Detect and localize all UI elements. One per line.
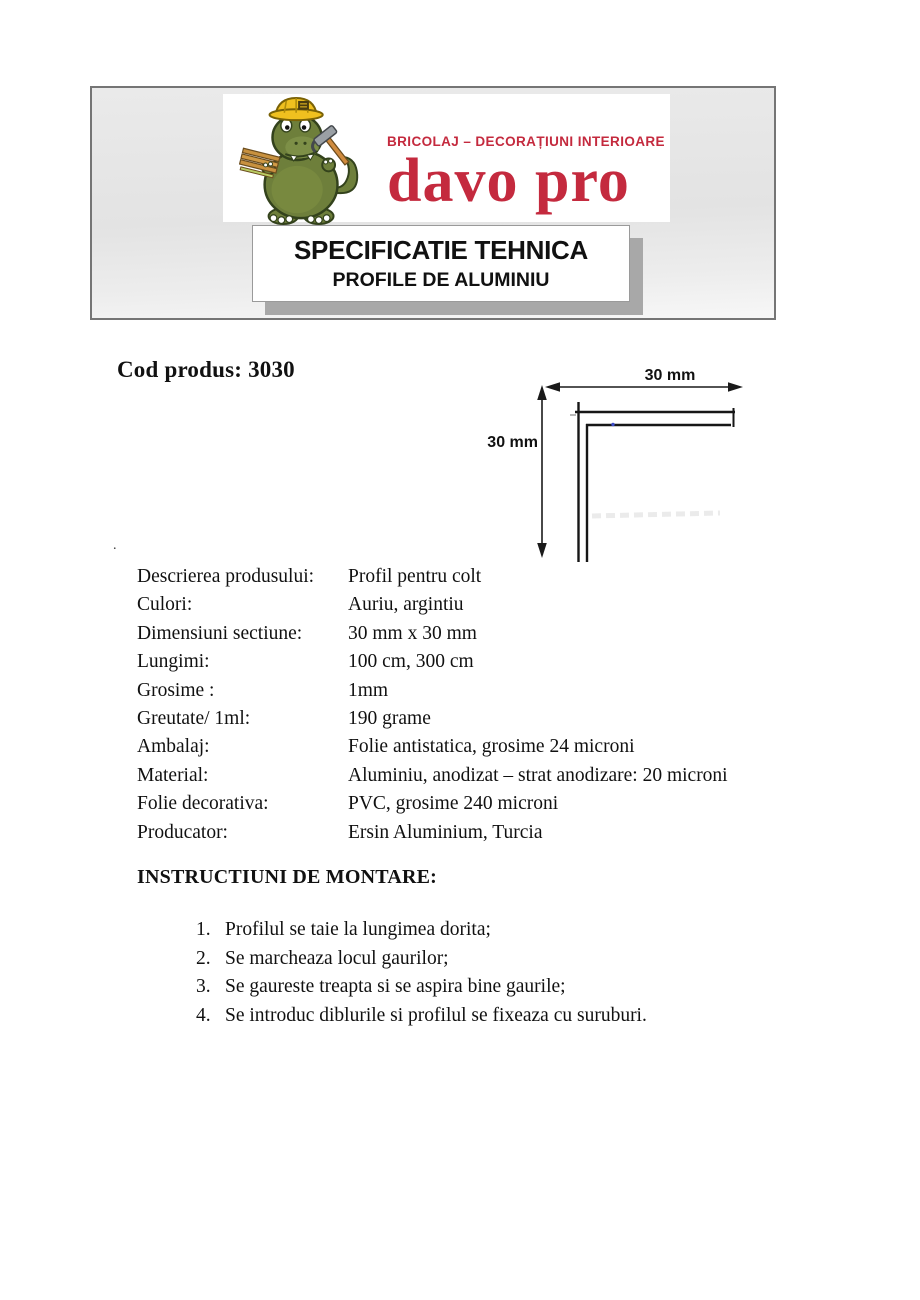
instructions-heading: INSTRUCTIUNI DE MONTARE: [137, 866, 438, 888]
width-dimension-label: 30 mm [644, 367, 696, 384]
spec-value: Profil pentru colt [348, 566, 482, 587]
header-panel [90, 86, 776, 320]
arrowhead-left-icon [545, 382, 560, 392]
profile-dimension-diagram [470, 352, 770, 567]
instruction-step: Profilul se taie la lungimea dorita; [225, 919, 491, 940]
logo-text-block [387, 134, 667, 215]
stray-period: . [113, 538, 117, 553]
spec-label: Lungimi: [137, 651, 210, 673]
height-dimension-label: 30 mm [487, 434, 538, 451]
spec-title-box [252, 225, 630, 302]
scan-noise [592, 513, 720, 516]
spec-value: 100 cm, 300 cm [348, 651, 474, 673]
spec-label: Material: [137, 764, 209, 786]
spec-label: Greutate/ 1ml: [137, 708, 251, 730]
spec-value: 1mm [348, 679, 389, 701]
spec-value: 190 grame [348, 708, 431, 730]
instructions-list [196, 916, 647, 1030]
spec-label: Descrierea produsului: [137, 566, 315, 587]
doc-title: SPECIFICATIE TEHNICA [294, 235, 588, 265]
arrowhead-down-icon [537, 543, 547, 558]
blue-speck [611, 423, 614, 426]
brand-name: davo pro [387, 147, 630, 215]
spec-value: PVC, grosime 240 microni [348, 793, 559, 815]
spec-value: 30 mm x 30 mm [348, 622, 477, 644]
instruction-step: Se marcheaza locul gaurilor; [225, 947, 449, 969]
spec-value: Auriu, argintiu [348, 594, 464, 616]
spec-label: Folie decorativa: [137, 793, 269, 815]
instruction-step: Se introduc diblurile si profilul se fixeaza cu suruburi. [225, 1004, 647, 1026]
spec-label: Ambalaj: [137, 736, 210, 758]
product-code: Cod produs: 3030 [117, 357, 295, 382]
spec-value: Aluminiu, anodizat – strat anodizare: 20 microni [348, 764, 728, 786]
l-profile-drawing [570, 402, 735, 562]
spec-value: Ersin Aluminium, Turcia [348, 821, 543, 843]
spec-label: Producator: [137, 821, 228, 843]
spec-label: Dimensiuni sectiune: [137, 622, 303, 644]
spec-table [137, 563, 797, 847]
spec-value: Folie antistatica, grosime 24 microni [348, 736, 635, 758]
doc-subtitle: PROFILE DE ALUMINIU [332, 269, 550, 291]
instruction-step: Se gaureste treapta si se aspira bine gaurile; [225, 976, 566, 998]
brand-tagline: BRICOLAJ – DECORAȚIUNI INTERIOARE [387, 134, 665, 149]
logo-area [223, 94, 670, 222]
spec-label: Grosime : [137, 679, 215, 701]
arrowhead-up-icon [537, 385, 547, 400]
arrowhead-right-icon [728, 382, 743, 392]
spec-label: Culori: [137, 594, 193, 616]
dino-mascot-icon [239, 96, 371, 226]
